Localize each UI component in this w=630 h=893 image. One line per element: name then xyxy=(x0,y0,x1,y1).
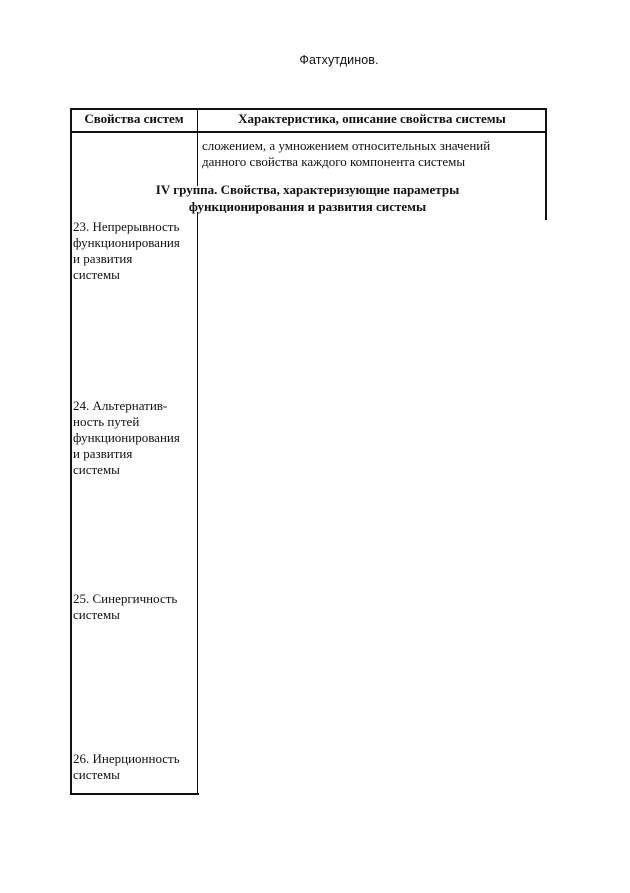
page-header: Фатхутдинов. xyxy=(299,53,379,67)
group-title: IV группа. Свойства, характеризующие параметры функционирования и развития системы xyxy=(155,182,460,214)
column-divider-upper xyxy=(197,108,198,186)
column-header-properties: Свойства систем xyxy=(84,111,184,126)
row-label-continuity: 23. Непрерывность функционирования и развития системы xyxy=(73,219,180,282)
row-label-alternativeness: 24. Альтернатив- ность путей функционирования и развития системы xyxy=(73,398,180,477)
table-top-border xyxy=(70,108,546,110)
column-divider-lower xyxy=(197,212,198,794)
row-label-inertia: 26. Инерционность системы xyxy=(73,751,180,782)
table-right-border xyxy=(545,108,547,220)
column-header-description: Характеристика, описание свойства системы xyxy=(238,111,506,126)
continued-description: сложением, а умножением относительных значений данного свойства каждого компонента системы xyxy=(202,138,491,169)
row-label-synergy: 25. Синергичность системы xyxy=(73,591,178,622)
table-bottom-border xyxy=(70,793,199,795)
table-header-border xyxy=(70,131,546,133)
